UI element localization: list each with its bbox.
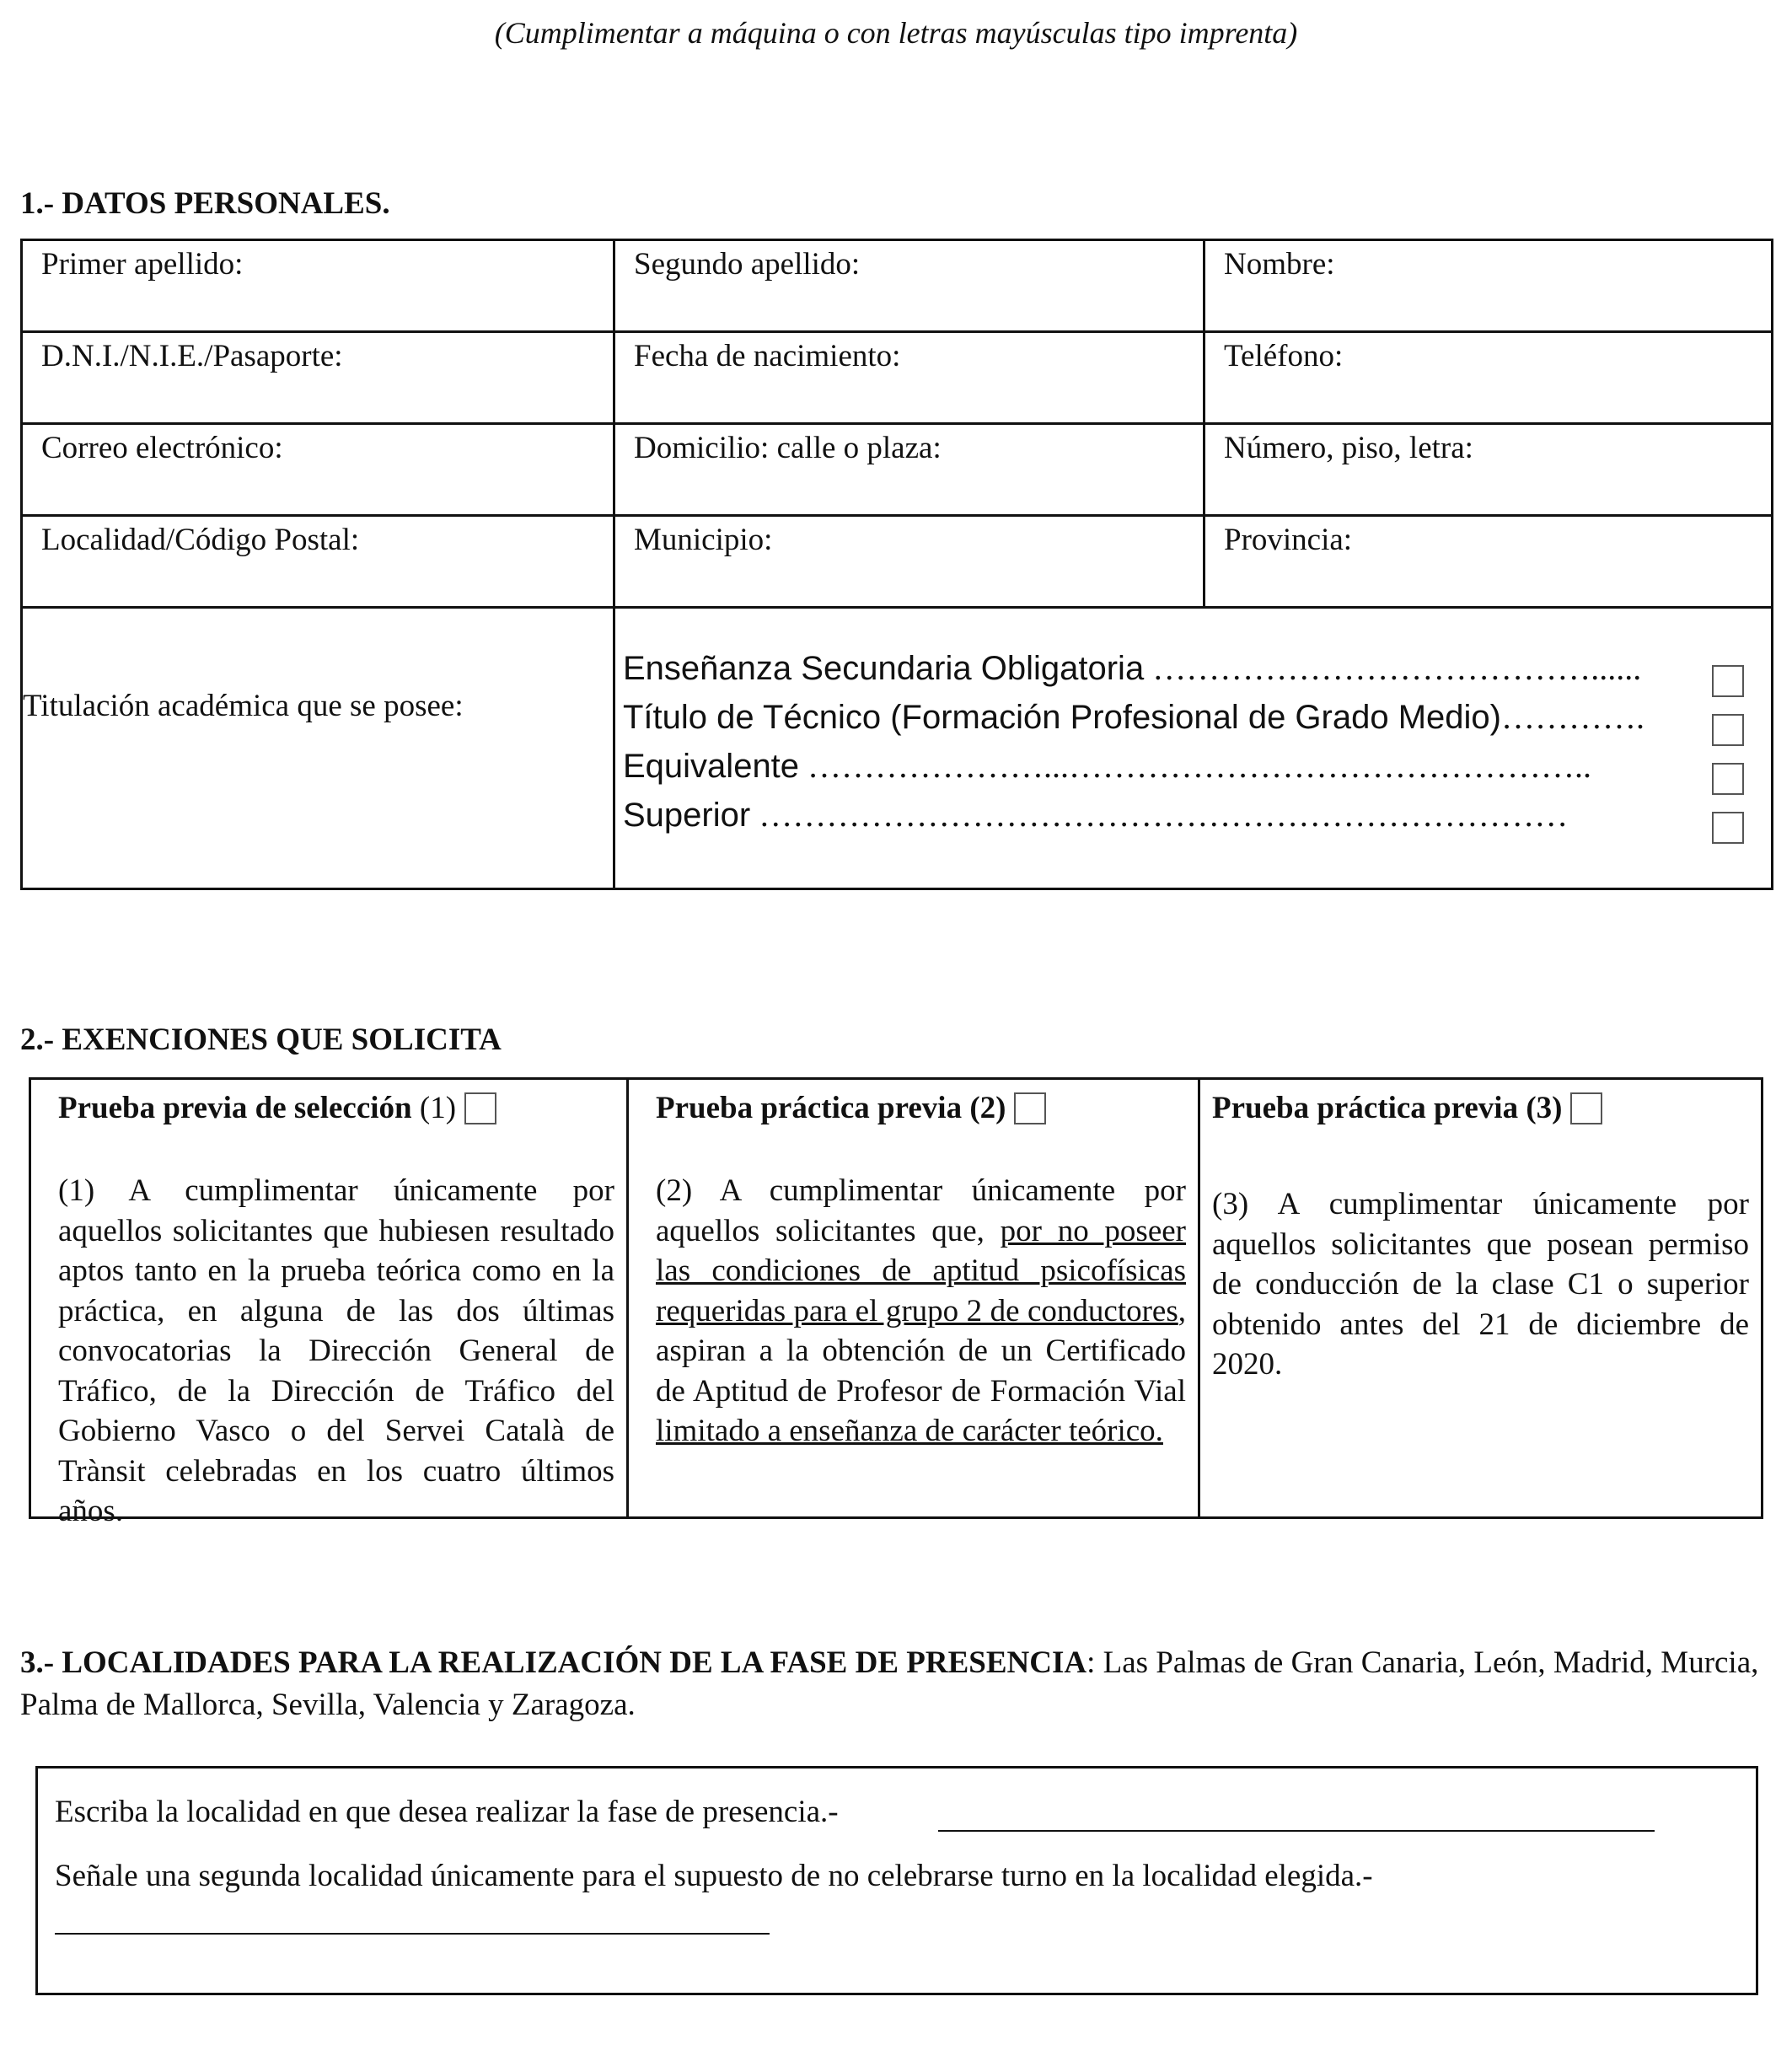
- exencion-2-text: [656, 1171, 1186, 1452]
- exencion-2-text-d: limitado a enseñanza de carácter teórico.: [656, 1414, 1163, 1448]
- option-equivalente-label: Equivalente: [623, 748, 800, 785]
- localidad-1-field[interactable]: [938, 1830, 1655, 1832]
- personal-data-table: [20, 239, 1773, 890]
- section2-title: 2.- EXENCIONES QUE SOLICITA: [20, 1022, 502, 1057]
- field-fecha-nacimiento[interactable]: Fecha de nacimiento:: [634, 339, 901, 373]
- localidad-box: [35, 1766, 1758, 1995]
- section3-intro: [20, 1642, 1782, 1726]
- field-domicilio[interactable]: Domicilio: calle o plaza:: [634, 431, 942, 465]
- checkbox-exencion-2[interactable]: [1014, 1092, 1046, 1124]
- exencion-1-heading-bold: Prueba previa de selección: [58, 1091, 412, 1125]
- option-eso-label: Enseñanza Secundaria Obligatoria: [623, 650, 1145, 687]
- exencion-1-heading: [58, 1090, 614, 1142]
- exencion-col-2: [629, 1080, 1198, 1516]
- field-primer-apellido[interactable]: Primer apellido:: [41, 247, 244, 282]
- exencion-1-text: (1) A cumplimentar únicamente por aquellos solicitantes que hubiesen resultado aptos tanto en la prueba teórica como en la práctica, en alguna de las dos últimas convocatorias la Dirección General de Tráfico, de la Dirección de Tráfico del Gobierno Vasco o del Servei Català de Trànsit celebradas en los cuatro últimos años.: [58, 1173, 614, 1528]
- section3-title: 3.- LOCALIDADES PARA LA REALIZACIÓN DE LA FASE DE PRESENCIA: [20, 1645, 1087, 1680]
- exencion-2-text-b: por no poseer las condiciones de aptitud psicofísicas requeridas para el grupo 2 de conductores: [656, 1213, 1186, 1328]
- field-nombre[interactable]: Nombre:: [1224, 247, 1335, 282]
- option-eso-dots: …………………………………......: [1144, 649, 1642, 687]
- exencion-2-heading-bold: Prueba práctica previa (2): [656, 1091, 1006, 1125]
- field-correo[interactable]: Correo electrónico:: [41, 431, 283, 465]
- checkbox-superior[interactable]: [1712, 812, 1744, 844]
- exencion-3-heading: [1212, 1090, 1749, 1142]
- option-superior-dots: ………………………………………………………………: [750, 796, 1569, 834]
- checkbox-exencion-1[interactable]: [464, 1092, 496, 1124]
- exencion-2-text-a: (2) A cumplimentar únicamente por aquellos solicitantes que,: [656, 1173, 1186, 1248]
- localidad-1-label: Escriba la localidad en que desea realizar la fase de presencia.-: [55, 1795, 839, 1829]
- option-tecnico-label: Título de Técnico (Formación Profesional de Grado Medio): [623, 699, 1501, 736]
- field-dni[interactable]: D.N.I./N.I.E./Pasaporte:: [41, 339, 343, 373]
- section3-text: : Las Palmas de Gran Canaria, León, Madrid, Murcia, Palma de Mallorca, Sevilla, Valencia y Zaragoza.: [20, 1645, 1759, 1722]
- checkbox-tecnico[interactable]: [1712, 714, 1744, 746]
- option-superior-label: Superior: [623, 797, 751, 834]
- instructions-note: (Cumplimentar a máquina o con letras mayúsculas tipo imprenta): [494, 16, 1298, 50]
- field-provincia[interactable]: Provincia:: [1224, 523, 1353, 557]
- exencion-col-3: [1200, 1080, 1761, 1516]
- field-segundo-apellido[interactable]: Segundo apellido:: [634, 247, 861, 282]
- checkbox-eso[interactable]: [1712, 665, 1744, 697]
- exencion-2-heading: [656, 1090, 1186, 1142]
- exencion-3-heading-bold: Prueba práctica previa (3): [1212, 1091, 1563, 1125]
- section1-title: 1.- DATOS PERSONALES.: [20, 186, 390, 221]
- checkbox-exencion-3[interactable]: [1570, 1092, 1602, 1124]
- field-localidad[interactable]: Localidad/Código Postal:: [41, 523, 360, 557]
- exencion-2-text-c: , aspiran a la obtención de un Certificado de Aptitud de Profesor de Formación Vial: [656, 1293, 1186, 1409]
- option-tecnico-dots: ………….: [1500, 698, 1644, 736]
- titulacion-label: Titulación académica que se posee:: [23, 689, 464, 723]
- localidad-2-label: Señale una segunda localidad únicamente para el supuesto de no celebrarse turno en la localidad elegida.-: [55, 1859, 1373, 1893]
- checkbox-equivalente[interactable]: [1712, 763, 1744, 795]
- option-equivalente-dots: …………………...………………………………………..: [799, 747, 1592, 785]
- exencion-1-heading-note: (1): [411, 1091, 457, 1125]
- exencion-col-1: [31, 1080, 626, 1528]
- exenciones-table: [29, 1077, 1763, 1528]
- localidad-2-field[interactable]: [55, 1933, 770, 1935]
- field-telefono[interactable]: Teléfono:: [1224, 339, 1344, 373]
- field-numero-piso[interactable]: Número, piso, letra:: [1224, 431, 1473, 465]
- exencion-3-text: (3) A cumplimentar únicamente por aquellos solicitantes que posean permiso de conducción de la clase C1 o superior obtenido antes del 21 de diciembre de 2020.: [1212, 1187, 1749, 1382]
- field-municipio[interactable]: Municipio:: [634, 523, 773, 557]
